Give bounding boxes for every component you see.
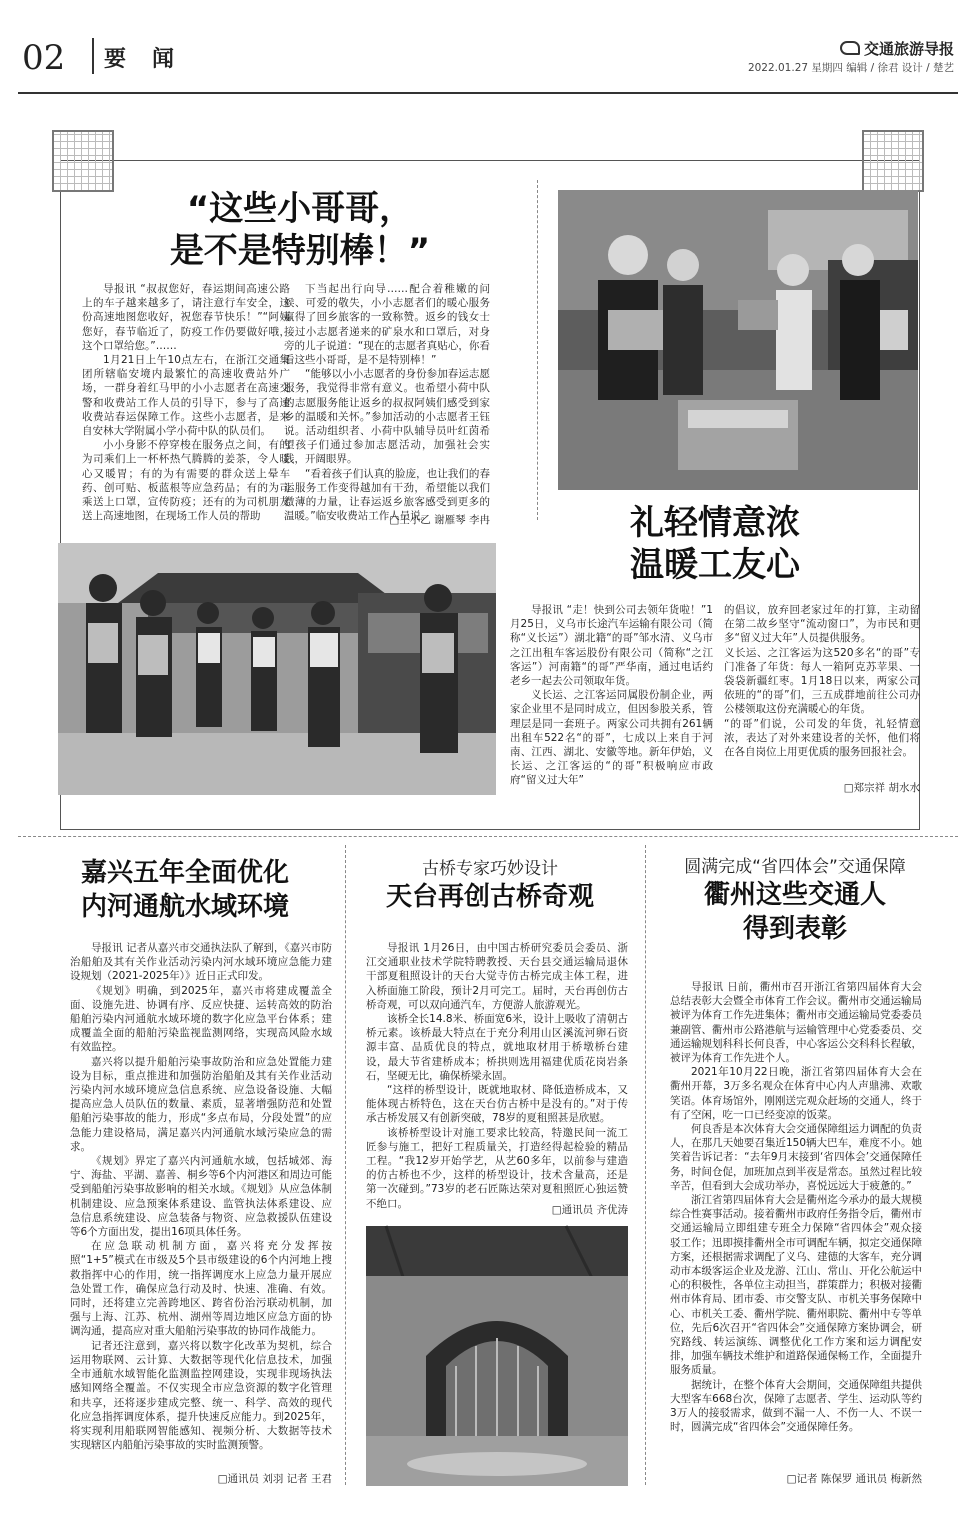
section-divider xyxy=(18,836,958,837)
paragraph: 导报讯 “走！快到公司去领年货啦！”1月25日，义乌市长途汽车运输有限公司（简称“义长运”）湖北籍“的哥”邹水清、义乌市之江出租车客运股份有限公司（简称“之江客运”）河南籍“的哥”严华南，通过电话约老乡一起去公司领取年货。 xyxy=(510,604,713,688)
paragraph: 浙江省第四届体育大会是衢州迄今承办的最大规模综合性赛事活动。接着衢州市政府任务指令后，衢州市交通运输局立即组建专班全力保障“省四体会”观众接驳工作；迅即摸排衢州全市可调配车辆，拟定交通保障方案，还根据需求调配了义乌、建德的大客车，充分调动市本级客运企业及龙游、江山、常山、开化公航运中心的积极性，各单位主动担当，群策群力；积极对接衢州市体育局、团市委、市交警支队、市机关事务保障中心、市机关工委、衢州学院、衢州职院、衢州中专等单位，先后6次召开“省四体会”交通保障方案协调会，研究路线、转运演练、调整优化工作方案和运力调配安排，加强车辆技术维护和道路保通保畅工作，全面提升服务质量。 xyxy=(670,1194,922,1377)
paragraph: “这样的桥型设计，既就地取材、降低造桥成本，又能体现古桥特色，这在天台仿古桥中是没有的。”对于传承古桥发展又有创新突破，78岁的夏租照甚是欣慰。 xyxy=(366,1084,628,1125)
paragraph: 下当起出行向导……配合着稚嫩的问候、可爱的敬失，小小志愿者们的暖心服务赢得了回乡旅客的一致称赞。返乡的钱女士接过小志愿者递来的矿泉水和口罩后，对身旁的儿子说道：“现在的志愿者真贴心，你看看这些小哥哥，是不是特别棒！” xyxy=(284,283,490,367)
story5-byline: □记者 陈保罗 通讯员 梅新然 xyxy=(786,1473,922,1485)
story2-column-1 xyxy=(510,603,713,803)
paragraph: 小小身影不停穿梭在服务点之间，有的为司乘们上一杯杯热气腾腾的姜茶，令人暖心又暖胃；有的为有需要的群众送上晕车药、创可贴、板蓝根等应急药品；有的为司乘送上口罩，宣传防疫；还有的为司机朋友送上高速地图，在现场工作人员的帮助 xyxy=(82,439,290,523)
story4-byline: □通讯员 齐优涛 xyxy=(551,1204,628,1216)
masthead-divider xyxy=(92,38,94,74)
column-divider xyxy=(645,845,646,1485)
paragraph: 《规划》明确，到2025年，嘉兴市将建成覆盖全面、设施先进、协调有序、反应快捷、运转高效的防治船舶污染内河通航水域环境的数字化应急平台体系；建成覆盖全面的船舶污染监视监测网络，实现高风险水域有效监控。 xyxy=(70,984,332,1054)
story5-headline xyxy=(660,878,930,946)
paragraph: 导报讯 “叔叔您好，春运期间高速公路上的车子越来越多了，请注意行车安全，这份高速地图您收好，祝您春节快乐！”“阿姨您好，春节临近了，防疫工作仍要做好哦，这个口罩给您。”…… xyxy=(82,283,290,352)
drivers-photo-scene xyxy=(558,190,918,490)
story2-headline-line2: 温暖工友心 xyxy=(630,545,800,585)
story2-column-2 xyxy=(724,603,920,771)
paragraph: 1月21日上午10点左右，在浙江交通集团所辖临安境内最繁忙的高速收费站外广场，一群身着红马甲的小小志愿者在高速交警和收费站工作人员的引导下，参与了高速收费站春运保障工作。这些小志愿者，是来自安林大学附属小学小荷中队的队员们。 xyxy=(82,354,290,438)
frame-corner-ornament xyxy=(52,130,114,192)
story3-byline: □通讯员 刘羽 记者 王君 xyxy=(217,1473,332,1485)
paragraph: 导报讯 记者从嘉兴市交通执法队了解到，《嘉兴市防治船舶及其有关作业活动污染内河水域环境应急能力建设规划（2021-2025年）》近日正式印发。 xyxy=(70,942,332,983)
paragraph: 何良香是本次体育大会交通保障组运力调配的负责人，在那几天她要召集近150辆大巴车，难度不小。她笑着告诉记者：“去年9月末接到‘省四体会’交通保障任务，时间仓促，加班加点到半夜是常态。虽然过程比较辛苦，但看到大会成功举办，喜悦远远大于疲惫的。” xyxy=(670,1123,922,1192)
paragraph: 在应急联动机制方面，嘉兴将充分发挥按照“1+5”模式在市级及5个县市级建设的6个内河地上搜救指挥中心的作用，统一指挥调度水上应急力量开展应急处置工作，确保应急行动及时、快速、准确、有效。同时，还将建立完善跨地区、跨省份治污联动机制，加强与上海、江苏、杭州、湖州等周边地区应急方面的协调沟通，提高应对重大船舶污染事故的协同作战能力。 xyxy=(70,1240,332,1338)
story2-headline xyxy=(600,502,830,586)
issue-info: 2022.01.27 星期四 编辑 / 徐君 设计 / 楚艺 xyxy=(747,62,954,74)
paragraph: 义长运、之江客运同属股份制企业，两家企业里不是同时成立，但因参股关系，管理层是同一套班子。两家公司共拥有261辆出租车522名“的哥”，七成以上来自于河南、江西、湖北、安徽等地。新年伊始，义长运、之江客运的“的哥”积极响应市政府“留义过大年” xyxy=(510,689,713,787)
paragraph: 的倡议，放弃回老家过年的打算，主动留在第二故乡坚守“流动窗口”，为市民和更多“留义过大年”人员提供服务。 xyxy=(724,604,920,645)
bridge-photo-scene xyxy=(366,1226,628,1486)
brand-name: 交通旅游导报 xyxy=(863,40,954,58)
masthead-rule xyxy=(18,92,958,94)
paragraph: 该桥全长14.8米、桥面宽6米，设计上吸收了清朝古桥元素。该桥最大特点在于充分利用山区溪流河卵石资源丰富、品质优良的特点，就地取材用于桥墩桥台建设，最大节省建桥成本；桥拱则选用福建优质花岗岩条石，坚硬无比，确保桥梁永固。 xyxy=(366,1013,628,1082)
story1-headline-line2: 是不是特别棒！” xyxy=(169,231,431,271)
story5-kicker: 圆满完成“省四体会”交通保障 xyxy=(684,857,906,877)
story3-body xyxy=(70,941,332,1466)
page-number: 02 xyxy=(22,38,66,78)
story1-byline: □王小乙 谢雁琴 李冉 xyxy=(389,514,490,526)
column-divider xyxy=(537,180,538,520)
story5-body xyxy=(670,980,922,1460)
story3-headline-line1: 嘉兴五年全面优化 xyxy=(80,858,289,888)
drivers-photo xyxy=(558,190,918,490)
volunteers-photo-scene xyxy=(58,543,496,795)
paragraph: 义长运、之江客运为这520多名“的哥”专门准备了年货：每人一箱阿克苏苹果、一袋袋新疆红枣。1月18日以来，两家公司依班的“的哥”们，三五成群地前往公司办公楼领取这份充满暖心的年货。 xyxy=(724,646,920,716)
paragraph: 据统计，在整个体育大会期间，交通保障组共提供大型客车668台次，保障了志愿者、学生、运动队等约3万人的接驳需求，做到不漏一人、不伤一人、不误一时，圆满完成“省四体会”交通保障任务。 xyxy=(670,1378,922,1434)
paragraph: 2021年10月22日晚，浙江省第四届体育大会在衢州开幕，3万多名观众在体育中心内人声鼎沸、欢歌笑语。体育场馆外，刚刚送完观众赶场的交通人，终于有了空闲，吃一口已经变凉的饭菜。 xyxy=(670,1066,922,1121)
paragraph: “能够以小小志愿者的身份参加春运志愿服务，我觉得非常有意义。也希望小荷中队的志愿服务能让返乡的叔叔阿姨们感受到家乡的温暖和关怀。”参加活动的小志愿者王钰说。活动组织者、小荷中队辅导员叶红茵希望孩子们通过参加志愿活动，加强社会实践，开阔眼界。 xyxy=(284,368,490,466)
story5-headline-line2: 得到表彰 xyxy=(742,914,847,944)
story3-headline xyxy=(40,856,330,924)
paragraph: 导报讯 1月26日，由中国古桥研究委员会委员、浙江交通职业技术学院特聘教授、天台县交通运输局退休干部夏租照设计的天台大觉寺仿古桥完成主体工程，进入桥面施工阶段，预计2月可完工。届时，天台再创仿古桥奇观，可以双向通汽车，方便游人旅游观光。 xyxy=(366,942,628,1011)
story3-headline-line2: 内河通航水域环境 xyxy=(80,892,289,922)
story1-headline xyxy=(100,188,500,272)
story4-kicker: 古桥专家巧妙设计 xyxy=(422,859,558,879)
story4-headline: 天台再创古桥奇观 xyxy=(385,882,594,912)
paragraph: “看着孩子们认真的脸庞，也让我们的春运服务工作变得越加有干劲，希望能以我们微薄的力量，让春运返乡旅客感受到更多的温暖。”临安收费站工作人员说。 xyxy=(284,467,490,523)
frame-corner-ornament xyxy=(862,130,924,192)
paragraph: 导报讯 日前，衢州市召开浙江省第四届体育大会总结表彰大会暨全市体育工作会议。衢州市交通运输局被评为体育工作先进集体；衢州市交通运输局党委委员兼副管、衢州市公路港航与运输管理中心党委委员、交通运输规划科科长何良香，中心客运公交科科长程敏，被评为体育工作先进个人。 xyxy=(670,981,922,1065)
paragraph: 记者还注意到，嘉兴将以数字化改革为契机，综合运用物联网、云计算、大数据等现代化信息技术，加强全市通航水域智能化监测监控网建设，实现非现场执法感知网络全覆盖。不仅实现全市应急资源的数字化管理和共享，还将逐步建成完整、统一、科学、高效的现代化应急指挥调度体系，提升快速反应能力。到2025年，将实现利用船联网智能感知、视频分析、大数据等技术实现辖区内船舶污染事故的实时监测预警。 xyxy=(70,1339,332,1452)
bridge-photo xyxy=(366,1226,628,1486)
paragraph: 该桥桥型设计对施工要求比较高，特邀民间一流工匠参与施工，把好工程质量关，打造经得起检验的精品工程。“我12岁开始学艺，从艺60多年，以前参与建造的仿古桥也不少，这样的桥型设计，技术含量高，还是第一次碰到。”73岁的老石匠陈达荣对夏租照匠心独运赞不绝口。 xyxy=(366,1126,628,1210)
paragraph: “的哥”们说，公司发的年货，礼轻情意浓，表达了对外来建设者的关怀，他们将在各自岗位上用更优质的服务回报社会。 xyxy=(724,717,920,759)
brand-logo-icon xyxy=(840,41,860,55)
paper-brand xyxy=(840,38,954,59)
story1-headline-line1: “这些小哥哥， xyxy=(186,189,414,229)
story2-headline-line1: 礼轻情意浓 xyxy=(630,503,800,543)
column-divider xyxy=(345,845,346,1485)
story2-byline: □郑宗祥 胡水水 xyxy=(843,782,920,794)
section-title: 要闻 xyxy=(104,47,201,72)
story1-column-1 xyxy=(82,282,290,527)
volunteers-photo xyxy=(58,543,496,795)
paragraph: 《规划》界定了嘉兴内河通航水域，包括城郊、海宁、海盐、平湖、嘉善、桐乡等6个内河港区和周边可能受到船舶污染事故影响的相关水域。《规划》从应急体制机制建设、应急预案体系建设、监管执法体系建设、应急信息系统建设、应急装备与物资、应急救援队伍建设等6个方面出发，提出16项具体任务。 xyxy=(70,1155,332,1239)
story5-headline-line1: 衢州这些交通人 xyxy=(703,880,886,910)
paragraph: 嘉兴将以提升船舶污染事故防治和应急处置能力建设为目标，重点推进和加强防治船舶及其有关作业活动污染内河水域环境应急信息系统、应急设备设施、大幅提高应急人员队伍的数量、素质，显著增强防范和处置船舶污染事故的能力，形成“多点布局，分段处置”的应急能力建设格局，满足嘉兴内河通航水域污染应急的需求。 xyxy=(70,1055,332,1153)
